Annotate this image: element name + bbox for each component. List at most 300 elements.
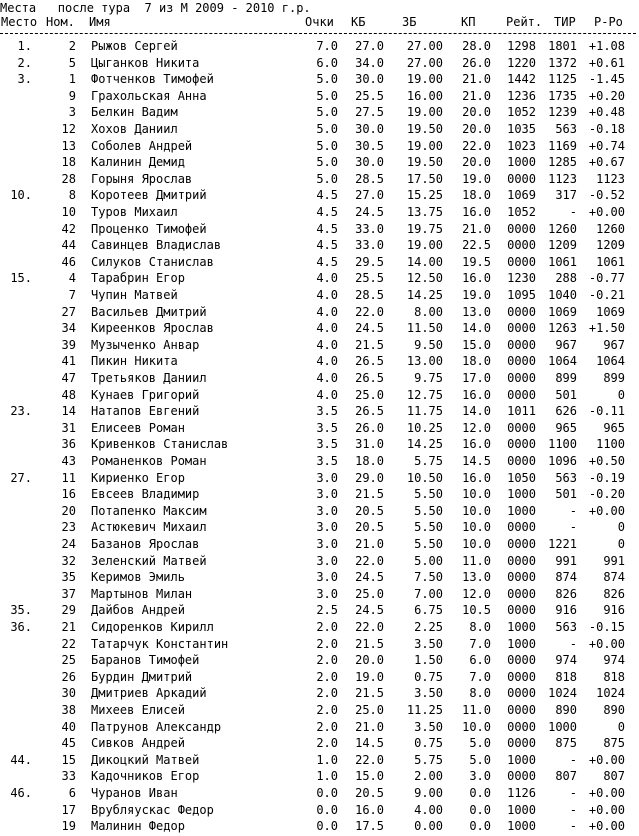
cell-pts: 4.0	[316, 321, 338, 336]
cell-kp: 19.0	[462, 288, 491, 302]
cell-rating: 0000	[507, 703, 536, 717]
cell-pts: 3.0	[316, 520, 338, 535]
cell-zb: 11.75	[406, 404, 443, 419]
cell-rro: +1.08	[588, 39, 625, 53]
cell-place: 23.	[10, 404, 32, 419]
cell-name: Чупин Матвей	[91, 288, 178, 302]
cell-name: Васильев Дмитрий	[91, 304, 207, 319]
cell-zb: 9.00	[414, 786, 443, 800]
cell-tir: -	[569, 752, 577, 767]
cell-name: Музыченко Анвар	[91, 337, 200, 352]
cell-place: 15.	[10, 271, 32, 286]
cell-num: 28	[61, 171, 76, 186]
cell-num: 30	[61, 686, 76, 701]
cell-name: Татарчук Константин	[91, 636, 229, 651]
cell-rro: -1.45	[588, 72, 625, 87]
table-row	[0, 371, 639, 388]
table-row	[0, 786, 639, 803]
cell-rating: 0000	[507, 171, 536, 186]
table-row	[0, 122, 639, 139]
cell-zb: 19.50	[406, 155, 443, 170]
cell-kb: 30.0	[355, 72, 384, 87]
cell-zb: 7.00	[414, 586, 443, 601]
cell-kp: 21.0	[462, 221, 491, 236]
cell-kb: 21.0	[355, 537, 384, 551]
cell-kp: 20.0	[462, 155, 491, 170]
cell-name: Натапов Евгений	[91, 404, 200, 419]
cell-kb: 22.0	[355, 752, 384, 767]
header-title-line: Места после тура 7 из М 2009 - 2010 г.р.	[0, 1, 311, 15]
cell-rro: +0.00	[588, 802, 625, 817]
cell-tir: 1123	[548, 171, 577, 186]
cell-kb: 27.0	[355, 188, 384, 203]
cell-rating: 0000	[507, 686, 536, 701]
cell-kp: 10.0	[462, 520, 491, 535]
cell-rating: 0000	[507, 354, 536, 369]
cell-rro: 1209	[596, 238, 625, 253]
cell-kb: 25.5	[355, 271, 384, 286]
cell-kb: 25.0	[355, 387, 384, 402]
cell-zb: 5.50	[414, 487, 443, 502]
cell-tir: 807	[555, 769, 577, 784]
cell-name: Цыганков Никита	[91, 55, 200, 70]
cell-kp: 0.0	[469, 786, 491, 800]
cell-pts: 2.0	[316, 669, 338, 684]
cell-tir: 1239	[548, 105, 577, 120]
cell-num: 9	[68, 88, 76, 103]
cell-rating: 0000	[507, 603, 536, 618]
cell-num: 12	[61, 122, 76, 136]
cell-kb: 18.0	[355, 454, 384, 468]
cell-name: Малинин Федор	[91, 819, 185, 834]
cell-kp: 3.0	[469, 769, 491, 784]
cell-tir: 1735	[548, 88, 577, 103]
cell-rating: 0000	[507, 387, 536, 402]
cell-name: Белкин Вадим	[91, 105, 178, 120]
cell-pts: 4.0	[316, 271, 338, 286]
table-row	[0, 504, 639, 521]
cell-pts: 0.0	[316, 802, 338, 817]
cell-name: Грахольская Анна	[91, 88, 207, 103]
cell-kb: 33.0	[355, 238, 384, 253]
cell-rating: 0000	[507, 371, 536, 385]
cell-kb: 20.5	[355, 520, 384, 535]
cell-pts: 4.0	[316, 354, 338, 369]
table-row	[0, 570, 639, 587]
cell-rating: 1236	[507, 88, 536, 103]
table-row	[0, 305, 639, 322]
cell-rro: -0.52	[588, 188, 625, 203]
cell-kp: 18.0	[462, 354, 491, 369]
table-row	[0, 520, 639, 537]
cell-rating: 0000	[507, 669, 536, 684]
cell-pts: 4.0	[316, 371, 338, 385]
table-row	[0, 105, 639, 122]
cell-num: 41	[61, 354, 76, 369]
cell-kb: 25.0	[355, 586, 384, 601]
cell-rating: 1000	[507, 487, 536, 502]
cell-rating: 1035	[507, 122, 536, 136]
cell-tir: 1061	[548, 254, 577, 269]
cell-rating: 1000	[507, 752, 536, 767]
cell-name: Савинцев Владислав	[91, 238, 222, 253]
table-row	[0, 354, 639, 371]
cell-pts: 6.0	[316, 55, 338, 70]
cell-name: Михеев Елисей	[91, 703, 185, 717]
cell-zb: 13.00	[406, 354, 443, 369]
table-row	[0, 454, 639, 471]
cell-rro: 1024	[596, 686, 625, 701]
cell-num: 1	[68, 72, 76, 87]
cell-rating: 0000	[507, 520, 536, 535]
cell-rro: 890	[603, 703, 625, 717]
cell-rro: +0.61	[588, 55, 625, 70]
cell-num: 46	[61, 254, 76, 269]
cell-kb: 30.5	[355, 138, 384, 153]
cell-place: 2.	[17, 55, 32, 70]
cell-pts: 3.5	[316, 420, 338, 435]
table-row	[0, 139, 639, 156]
cell-num: 24	[61, 537, 76, 551]
cell-rro: 818	[603, 669, 625, 684]
cell-kp: 13.0	[462, 570, 491, 585]
cell-num: 33	[61, 769, 76, 784]
cell-kb: 27.0	[355, 39, 384, 53]
cell-name: Дмитриев Аркадий	[91, 686, 207, 701]
table-row	[0, 653, 639, 670]
cell-kp: 10.0	[462, 503, 491, 518]
cell-name: Кадочников Егор	[91, 769, 200, 784]
cell-kb: 24.5	[355, 570, 384, 585]
cell-pts: 2.0	[316, 703, 338, 717]
cell-tir: -	[569, 503, 577, 518]
cell-pts: 5.0	[316, 171, 338, 186]
cell-pts: 2.5	[316, 603, 338, 618]
cell-rating: 0000	[507, 570, 536, 585]
table-row	[0, 703, 639, 720]
cell-tir: 288	[555, 271, 577, 286]
cell-zb: 14.25	[406, 437, 443, 452]
cell-rro: +0.50	[588, 454, 625, 468]
cell-rro: +0.00	[588, 786, 625, 800]
cell-zb: 3.50	[414, 686, 443, 701]
cell-rating: 1442	[507, 72, 536, 87]
cell-tir: -	[569, 819, 577, 834]
cell-rating: 1298	[507, 39, 536, 53]
cell-kp: 22.5	[462, 238, 491, 253]
cell-rating: 1052	[507, 205, 536, 219]
cell-kb: 26.5	[355, 371, 384, 385]
cell-rating: 0000	[507, 238, 536, 253]
cell-pts: 3.0	[316, 586, 338, 601]
cell-num: 11	[61, 470, 76, 485]
table-row	[0, 471, 639, 488]
cell-rating: 0000	[507, 537, 536, 551]
cell-rro: +0.48	[588, 105, 625, 120]
cell-pts: 1.0	[316, 752, 338, 767]
cell-tir: 1372	[548, 55, 577, 70]
cell-zb: 0.00	[414, 819, 443, 834]
cell-tir: 967	[555, 337, 577, 352]
cell-num: 27	[61, 304, 76, 319]
cell-kb: 16.0	[355, 802, 384, 817]
cell-tir: 563	[555, 122, 577, 136]
cell-kp: 21.0	[462, 72, 491, 87]
cell-pts: 3.5	[316, 454, 338, 468]
cell-rating: 0000	[507, 420, 536, 435]
cell-kb: 31.0	[355, 437, 384, 452]
cell-zb: 5.50	[414, 520, 443, 535]
cell-name: Киреенков Ярослав	[91, 321, 214, 336]
cell-name: Романенков Роман	[91, 454, 207, 468]
cell-pts: 3.0	[316, 537, 338, 551]
table-row	[0, 819, 639, 836]
cell-tir: 501	[555, 487, 577, 502]
col-header-rating: Рейт.	[506, 15, 543, 29]
cell-kb: 22.0	[355, 304, 384, 319]
cell-rro: 874	[603, 570, 625, 585]
cell-pts: 1.0	[316, 769, 338, 784]
cell-kp: 15.0	[462, 337, 491, 352]
cell-num: 35	[61, 570, 76, 585]
cell-name: Дикоцкий Матвей	[91, 752, 200, 767]
cell-place: 44.	[10, 752, 32, 767]
cell-num: 44	[61, 238, 76, 253]
cell-rro: 826	[603, 586, 625, 601]
cell-num: 25	[61, 653, 76, 668]
cell-pts: 0.0	[316, 819, 338, 834]
cell-num: 21	[61, 620, 76, 634]
cell-tir: 916	[555, 603, 577, 618]
cell-pts: 3.0	[316, 487, 338, 502]
cell-pts: 4.5	[316, 238, 338, 253]
cell-zb: 4.00	[414, 802, 443, 817]
cell-num: 2	[68, 39, 76, 53]
cell-pts: 4.0	[316, 337, 338, 352]
cell-kp: 16.0	[462, 437, 491, 452]
cell-zb: 5.75	[414, 752, 443, 767]
cell-kp: 6.0	[469, 653, 491, 668]
cell-rro: 875	[603, 736, 625, 751]
cell-rating: 1023	[507, 138, 536, 153]
cell-pts: 2.0	[316, 636, 338, 651]
table-row	[0, 587, 639, 604]
cell-rro: +0.00	[588, 205, 625, 219]
cell-rating: 1000	[507, 819, 536, 834]
cell-kb: 30.0	[355, 155, 384, 170]
table-row	[0, 437, 639, 454]
cell-tir: 626	[555, 404, 577, 419]
cell-pts: 5.0	[316, 105, 338, 120]
cell-num: 29	[61, 603, 76, 618]
table-row	[0, 637, 639, 654]
cell-kb: 24.5	[355, 321, 384, 336]
cell-rro: 1260	[596, 221, 625, 236]
cell-place: 27.	[10, 470, 32, 485]
col-header-kp: КП	[461, 15, 476, 29]
cell-num: 40	[61, 719, 76, 734]
cell-rro: 0	[617, 537, 625, 551]
col-header-place: Место	[1, 15, 38, 29]
cell-kb: 29.0	[355, 470, 384, 485]
cell-zb: 5.50	[414, 503, 443, 518]
cell-tir: 890	[555, 703, 577, 717]
cell-rating: 1220	[507, 55, 536, 70]
table-row	[0, 39, 639, 56]
cell-kb: 17.5	[355, 819, 384, 834]
cell-kp: 0.0	[469, 802, 491, 817]
cell-kb: 21.5	[355, 487, 384, 502]
cell-place: 1.	[17, 39, 32, 53]
cell-name: Потапенко Максим	[91, 503, 207, 518]
cell-kp: 0.0	[469, 819, 491, 834]
cell-zb: 27.00	[406, 39, 443, 53]
table-row	[0, 271, 639, 288]
cell-place: 10.	[10, 188, 32, 203]
cell-kp: 11.0	[462, 553, 491, 568]
cell-rating: 1000	[507, 636, 536, 651]
col-header-name: Имя	[89, 15, 111, 29]
cell-rating: 0000	[507, 221, 536, 236]
table-row	[0, 172, 639, 189]
cell-kb: 26.5	[355, 354, 384, 369]
cell-rro: 965	[603, 420, 625, 435]
cell-tir: 317	[555, 188, 577, 203]
cell-kb: 21.5	[355, 337, 384, 352]
cell-kp: 19.5	[462, 254, 491, 269]
cell-zb: 27.00	[406, 55, 443, 70]
cell-rro: +1.50	[588, 321, 625, 336]
cell-tir: 1209	[548, 238, 577, 253]
cell-rating: 0000	[507, 586, 536, 601]
cell-tir: -	[569, 786, 577, 800]
cell-rating: 1095	[507, 288, 536, 302]
cell-num: 7	[68, 288, 76, 302]
cell-rro: -0.15	[588, 620, 625, 634]
cell-name: Баранов Тимофей	[91, 653, 200, 668]
cell-rating: 0000	[507, 254, 536, 269]
cell-num: 13	[61, 138, 76, 153]
cell-kp: 5.0	[469, 736, 491, 751]
table-row	[0, 72, 639, 89]
cell-name: Бурдин Дмитрий	[91, 669, 193, 684]
cell-rro: -0.18	[588, 122, 625, 136]
cell-name: Дайбов Андрей	[91, 603, 185, 618]
cell-tir: 1096	[548, 454, 577, 468]
cell-rating: 1000	[507, 620, 536, 634]
cell-zb: 15.25	[406, 188, 443, 203]
table-row	[0, 686, 639, 703]
cell-pts: 3.0	[316, 470, 338, 485]
cell-rro: +0.67	[588, 155, 625, 170]
cell-pts: 5.0	[316, 72, 338, 87]
cell-rating: 0000	[507, 719, 536, 734]
cell-name: Проценко Тимофей	[91, 221, 207, 236]
cell-tir: 1169	[548, 138, 577, 153]
cell-zb: 2.00	[414, 769, 443, 784]
cell-num: 43	[61, 454, 76, 468]
cell-num: 32	[61, 553, 76, 568]
cell-rro: +0.20	[588, 88, 625, 103]
cell-num: 34	[61, 321, 76, 336]
cell-zb: 11.50	[406, 321, 443, 336]
cell-rro: 899	[603, 371, 625, 385]
cell-kp: 8.0	[469, 686, 491, 701]
cell-name: Тарабрин Егор	[91, 271, 185, 286]
cell-rating: 1000	[507, 155, 536, 170]
cell-zb: 16.00	[406, 88, 443, 103]
cell-kp: 5.0	[469, 752, 491, 767]
cell-pts: 4.5	[316, 205, 338, 219]
cell-pts: 4.5	[316, 254, 338, 269]
cell-tir: 1064	[548, 354, 577, 369]
cell-zb: 14.00	[406, 254, 443, 269]
cell-pts: 2.0	[316, 719, 338, 734]
cell-num: 19	[61, 819, 76, 834]
cell-name: Евсеев Владимир	[91, 487, 200, 502]
cell-name: Хохов Даниил	[91, 122, 178, 136]
cell-zb: 5.00	[414, 553, 443, 568]
cell-rro: -0.20	[588, 487, 625, 502]
cell-zb: 14.25	[406, 288, 443, 302]
cell-zb: 1.50	[414, 653, 443, 668]
cell-zb: 7.50	[414, 570, 443, 585]
cell-tir: 1040	[548, 288, 577, 302]
cell-zb: 8.00	[414, 304, 443, 319]
cell-kp: 7.0	[469, 669, 491, 684]
cell-pts: 4.5	[316, 221, 338, 236]
cell-kb: 34.0	[355, 55, 384, 70]
cell-rating: 1069	[507, 188, 536, 203]
cell-kb: 24.5	[355, 603, 384, 618]
cell-name: Сидоренков Кирилл	[91, 620, 214, 634]
cell-kb: 22.0	[355, 553, 384, 568]
cell-zb: 19.00	[406, 72, 443, 87]
cell-rating: 0000	[507, 553, 536, 568]
cell-pts: 5.0	[316, 138, 338, 153]
cell-rro: 0	[617, 520, 625, 535]
cell-name: Кунаев Григорий	[91, 387, 200, 402]
cell-rro: +0.00	[588, 819, 625, 834]
cell-pts: 7.0	[316, 39, 338, 53]
cell-name: Патрунов Александр	[91, 719, 222, 734]
col-header-zb: ЗБ	[402, 15, 417, 29]
cell-num: 47	[61, 371, 76, 385]
cell-kp: 21.0	[462, 88, 491, 103]
cell-name: Кириенко Егор	[91, 470, 185, 485]
cell-rro: 967	[603, 337, 625, 352]
table-row	[0, 155, 639, 172]
cell-rating: 0000	[507, 321, 536, 336]
cell-pts: 4.0	[316, 288, 338, 302]
cell-zb: 3.50	[414, 719, 443, 734]
cell-tir: 1069	[548, 304, 577, 319]
cell-tir: 1125	[548, 72, 577, 87]
cell-rating: 1000	[507, 802, 536, 817]
cell-rro: 991	[603, 553, 625, 568]
cell-kb: 20.5	[355, 503, 384, 518]
cell-kb: 21.0	[355, 719, 384, 734]
cell-rro: 1100	[596, 437, 625, 452]
table-row	[0, 288, 639, 305]
cell-num: 18	[61, 155, 76, 170]
cell-kp: 19.0	[462, 171, 491, 186]
cell-zb: 5.50	[414, 537, 443, 551]
cell-rating: 0000	[507, 437, 536, 452]
cell-pts: 2.0	[316, 736, 338, 751]
cell-name: Коротеев Дмитрий	[91, 188, 207, 203]
cell-name: Астюкевич Михаил	[91, 520, 207, 535]
